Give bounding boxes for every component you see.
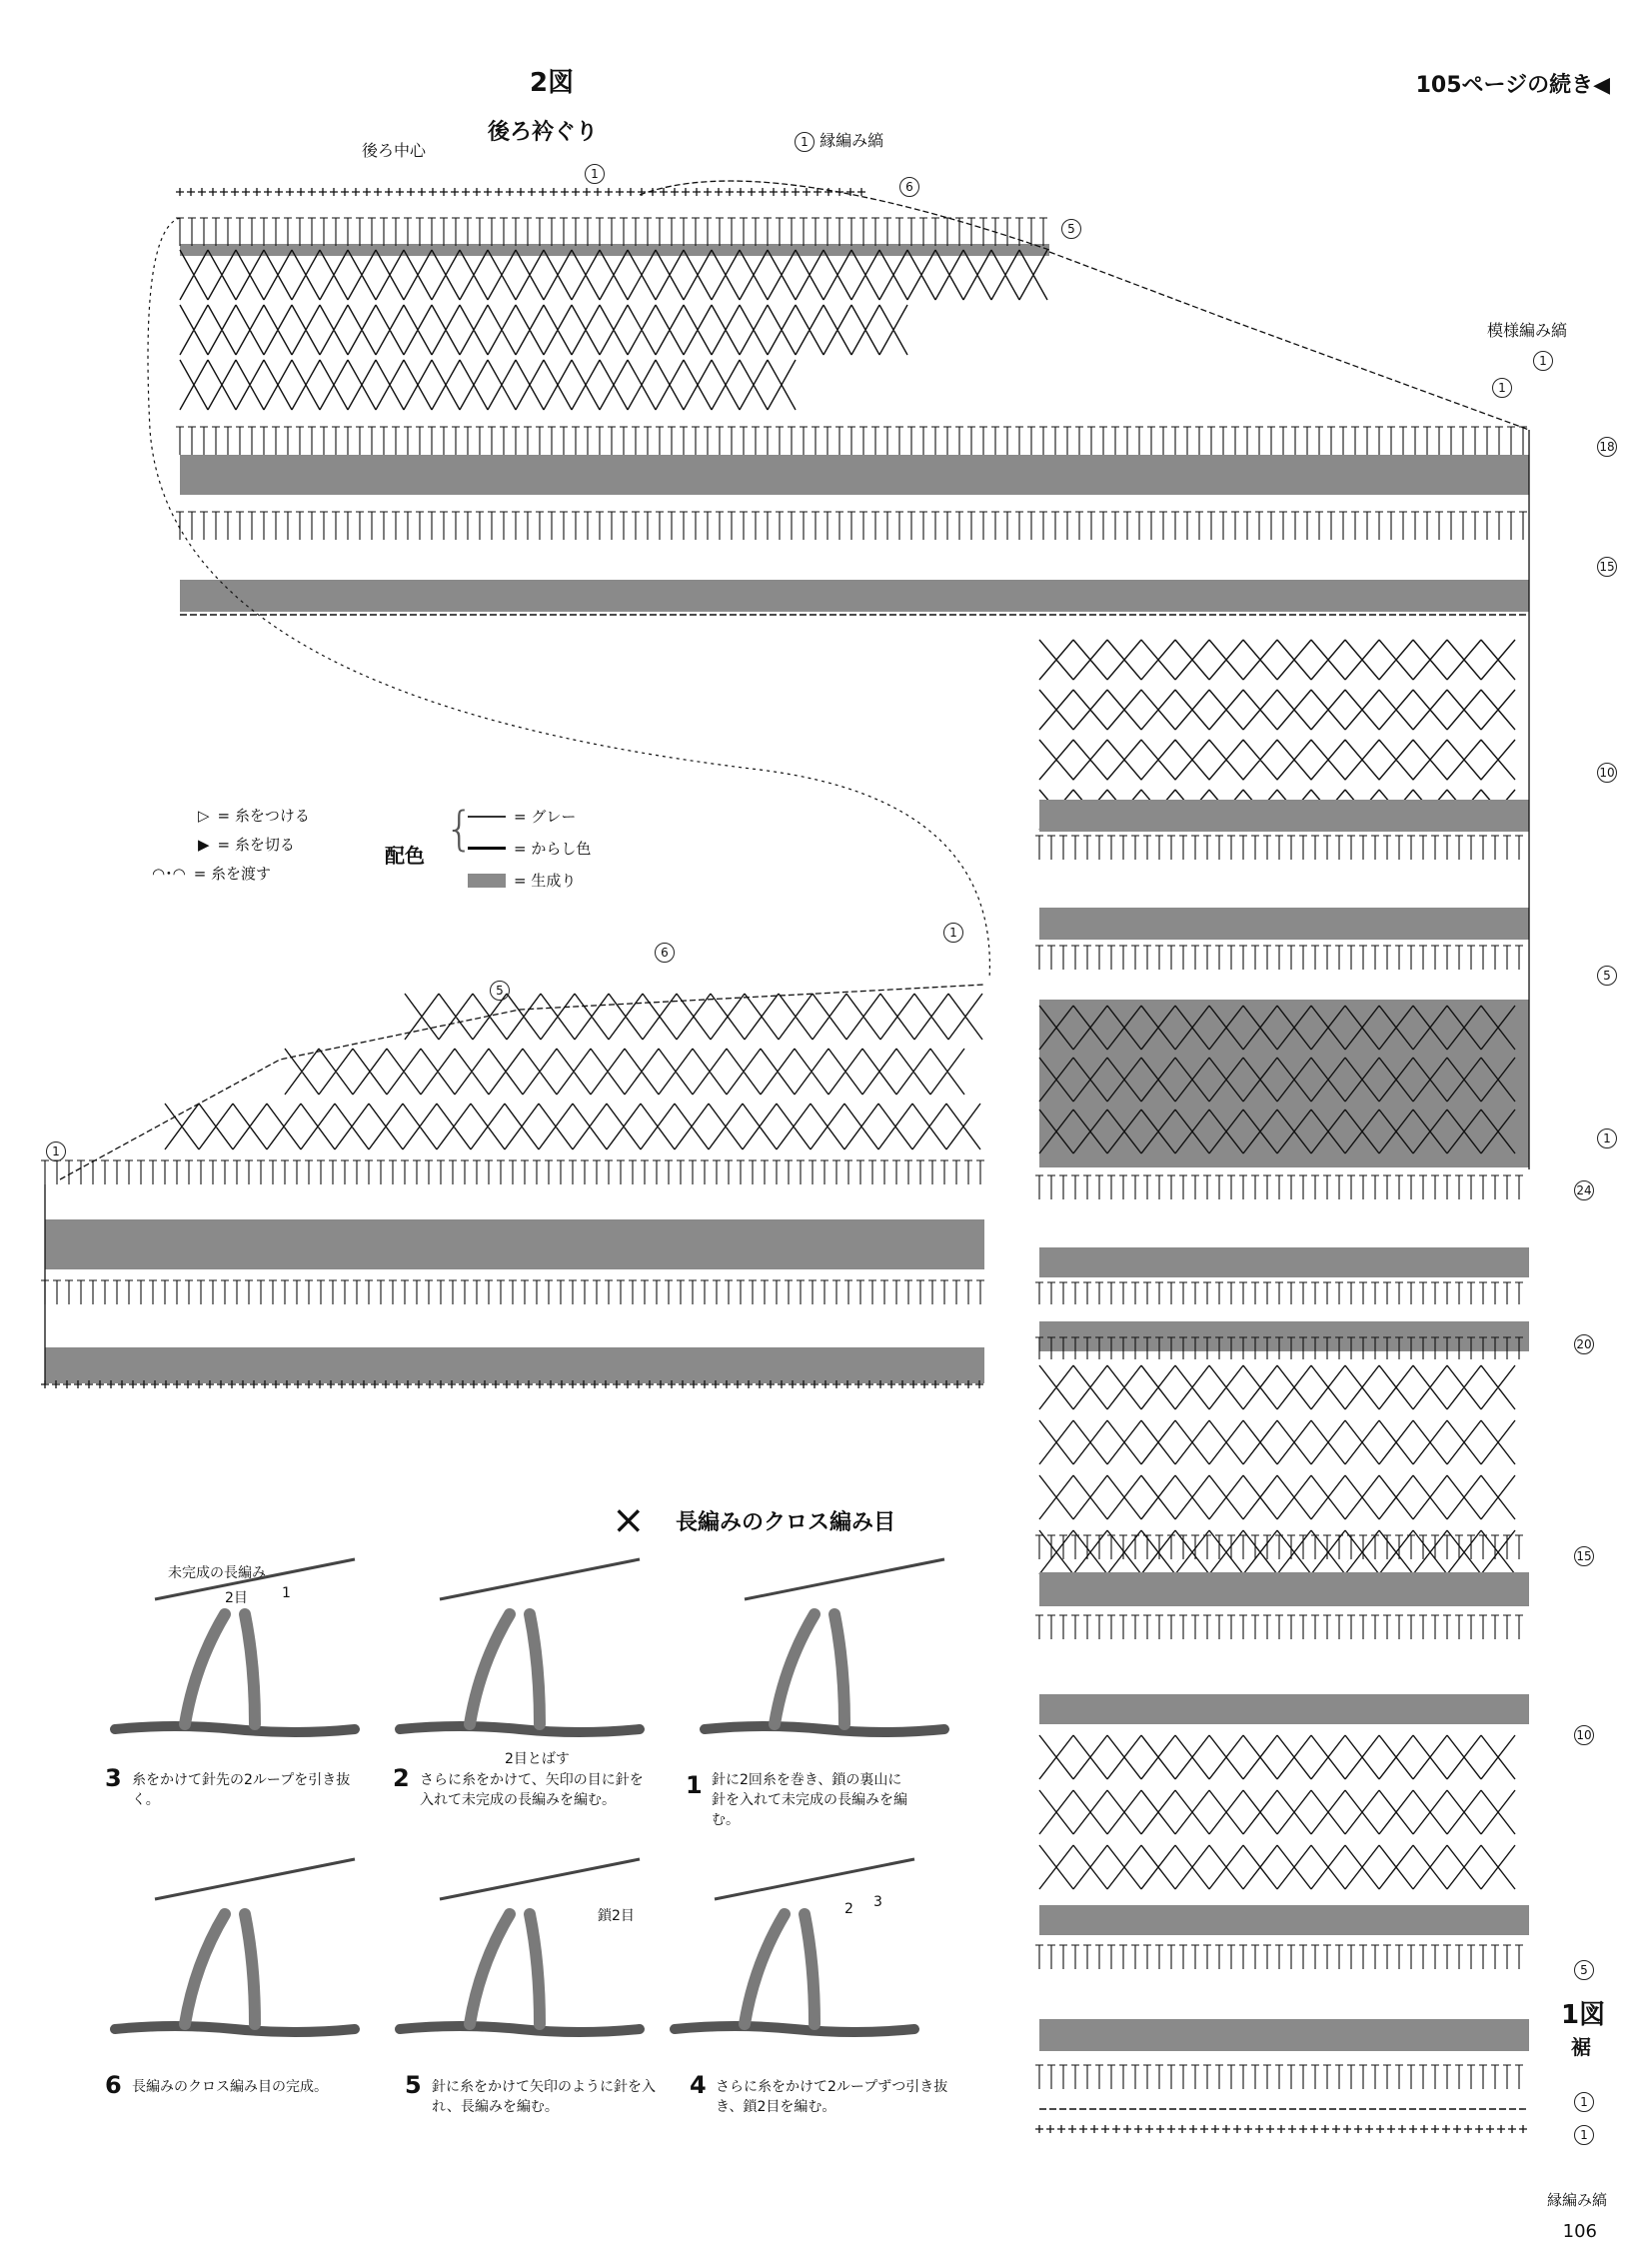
double-crochet-row [41, 1280, 984, 1304]
natural-color-band [45, 1219, 984, 1269]
cross-stitch-row [1039, 690, 1515, 730]
step-1-number: 1 [686, 1771, 703, 1799]
figure1-subtitle: 裾 [1571, 2035, 1591, 2059]
neck-edge [640, 181, 1049, 250]
cross-stitch-row [1039, 640, 1515, 680]
row-marker-1-bottom: 1 [1574, 2124, 1594, 2145]
stitch-loop [185, 1914, 255, 2024]
label-chain-two: 鎖2目 [598, 1908, 635, 1924]
cross-stitch-symbol-icon: ⨯ [612, 1497, 646, 1543]
figure2-subtitle: 後ろ衿ぐり [488, 120, 599, 145]
row-marker-24: 24 [1574, 1179, 1594, 1200]
natural-color-band [45, 1347, 984, 1383]
natural-color-band [1039, 1694, 1529, 1724]
cross-stitch-row [1039, 740, 1515, 780]
continued-from-page: 105ページの続き◀ [1415, 73, 1610, 98]
row-marker-1-mid: 1 [1597, 1128, 1617, 1148]
stitch-loop [745, 1914, 815, 2024]
row-marker: 1 [795, 132, 815, 152]
chain-base [400, 1726, 640, 1732]
double-crochet-row [41, 1160, 984, 1184]
pass-yarn-icon: ◠･◠ [152, 865, 186, 883]
crochet-hook [745, 1559, 944, 1599]
chain-base [675, 2026, 914, 2032]
step-3-text: 糸をかけて針先の2ループを引き抜く。 [132, 1772, 351, 1808]
cross-stitch-row [165, 1104, 980, 1149]
cross-stitch-row [1039, 1420, 1515, 1464]
cross-stitch-row [180, 250, 1047, 300]
step-3-number: 3 [105, 1764, 122, 1792]
legend-pass: ◠･◠ = 糸を渡す [152, 865, 272, 883]
natural-color-band [180, 244, 1049, 256]
slope-edge [1049, 252, 1529, 430]
row-marker-1-top: 1 [585, 163, 605, 184]
row-marker-1-lower: 1 [1574, 2091, 1594, 2112]
cross-stitch-row [1039, 1845, 1515, 1889]
chain-base [115, 2026, 355, 2032]
chain-base [705, 1726, 944, 1732]
edge-stripe-text: 縁編み縞 [820, 131, 884, 150]
double-crochet-row [1035, 1175, 1523, 1199]
back-center-label: 後ろ中心 [362, 141, 427, 160]
step-5-number: 5 [405, 2071, 422, 2099]
cross-stitch-row [1039, 1365, 1515, 1409]
edge-stripe-label-top [795, 128, 883, 152]
row-marker-15-lower: 15 [1574, 1545, 1594, 1566]
chain-base [400, 2026, 640, 2032]
figure1-title: 1図 [1561, 2000, 1606, 2030]
pattern-stripe-label: 模様編み縞 [1487, 321, 1568, 340]
double-crochet-row [1035, 836, 1523, 860]
row-marker-5-lower: 5 [1574, 1959, 1594, 1980]
natural-color-band [1039, 2019, 1529, 2051]
label-skip-two: 2目とばす [505, 1751, 570, 1767]
cross-stitch-row [180, 305, 907, 355]
natural-color-band [1039, 800, 1529, 832]
step-4-number: 4 [690, 2071, 707, 2099]
double-crochet-row [1035, 2065, 1523, 2089]
step-4-text: さらに糸をかけて2ループずつ引き抜き、鎖2目を編む。 [716, 2079, 948, 2115]
double-crochet-row [1035, 946, 1523, 970]
stitch-loop [470, 1914, 540, 2024]
natural-color-band [1039, 1905, 1529, 1935]
legend-attach: ▷ = 糸をつける [198, 806, 310, 825]
chain-base [115, 1726, 355, 1732]
row-marker-5-top: 5 [1061, 218, 1081, 239]
cross-stitch-row [180, 360, 796, 410]
row-marker-10-lower: 10 [1574, 1724, 1594, 1745]
step-5-text: 針に糸をかけて矢印のように針を入れ、長編みを編む。 [432, 2079, 656, 2115]
figure1-edge-stripe: 縁編み縞 [1547, 2191, 1608, 2209]
crochet-hook [440, 1859, 640, 1899]
figure2-title: 2図 [530, 68, 575, 98]
double-crochet-row [176, 427, 1527, 455]
crochet-hook [155, 1859, 355, 1899]
cut-yarn-icon: ▶ [198, 835, 210, 854]
cross-stitch-row [1039, 1530, 1515, 1574]
double-crochet-row [176, 218, 1047, 246]
row-marker-1-left-top: 1 [943, 922, 963, 943]
cross-stitch-title: 長編みのクロス編み目 [676, 1510, 896, 1535]
cross-stitch-row [1039, 1475, 1515, 1519]
row-marker-5-mid: 5 [1597, 965, 1617, 986]
double-crochet-row [176, 512, 1527, 540]
natural-color-band [1039, 908, 1529, 940]
double-crochet-row [1035, 1945, 1523, 1969]
stitch-loop [470, 1614, 540, 1724]
double-crochet-row [1035, 1615, 1523, 1639]
row-marker-1-left: 1 [46, 1140, 66, 1161]
label-two-st: 2目 [225, 1590, 248, 1606]
cross-stitch-row [1039, 1790, 1515, 1834]
cross-stitch-row [1039, 1735, 1515, 1779]
legend-natural: = 生成り [468, 870, 576, 891]
stitch-loop [185, 1614, 255, 1724]
cross-stitch-row [285, 1049, 964, 1095]
step-1-text: 針に2回糸を巻き、鎖の裏山に針を入れて未完成の長編みを編む。 [712, 1772, 907, 1828]
legend-mustard: = からし色 [468, 838, 591, 859]
row-marker-15: 15 [1597, 556, 1617, 577]
row-marker-5-left: 5 [490, 980, 510, 1001]
single-crochet-row [176, 188, 865, 196]
natural-color-band [1039, 1572, 1529, 1606]
row-marker-6-top: 6 [899, 176, 919, 197]
step-2-number: 2 [393, 1764, 410, 1792]
step-6-text: 長編みのクロス編み目の完成。 [132, 2079, 328, 2095]
label-unfinished: 未完成の長編み [168, 1565, 266, 1581]
double-crochet-row [1035, 1282, 1523, 1304]
row-marker-20: 20 [1574, 1333, 1594, 1354]
stitch-loop [775, 1614, 844, 1724]
label-two: 2 [844, 1901, 853, 1917]
row-marker-1-right: 1 [1492, 377, 1512, 398]
row-marker-18: 18 [1597, 436, 1617, 457]
legend-gray: = グレー [468, 806, 576, 827]
natural-color-band [1039, 1247, 1529, 1277]
row-marker-10: 10 [1597, 762, 1617, 783]
page-number: 106 [1562, 2221, 1597, 2242]
row-marker-1-up: 1 [1533, 350, 1553, 371]
double-crochet-row [1035, 1535, 1523, 1559]
natural-color-band [180, 580, 1529, 612]
crochet-hook [715, 1859, 914, 1899]
color-legend-title: 配色 [385, 844, 425, 868]
legend-brace: { [445, 802, 475, 856]
natural-color-band [180, 455, 1529, 495]
label-three: 3 [873, 1894, 882, 1910]
step-6-number: 6 [105, 2071, 122, 2099]
legend-cut: ▶ = 糸を切る [198, 835, 295, 854]
single-crochet-row [1035, 2125, 1527, 2133]
crochet-hook [440, 1559, 640, 1599]
attach-yarn-icon: ▷ [198, 806, 210, 825]
natural-color-band [1039, 1321, 1529, 1351]
step-2-text: さらに糸をかけて、矢印の目に針を入れて未完成の長編みを編む。 [420, 1772, 644, 1808]
row-marker-6-left: 6 [655, 942, 675, 963]
label-one: 1 [282, 1585, 291, 1601]
